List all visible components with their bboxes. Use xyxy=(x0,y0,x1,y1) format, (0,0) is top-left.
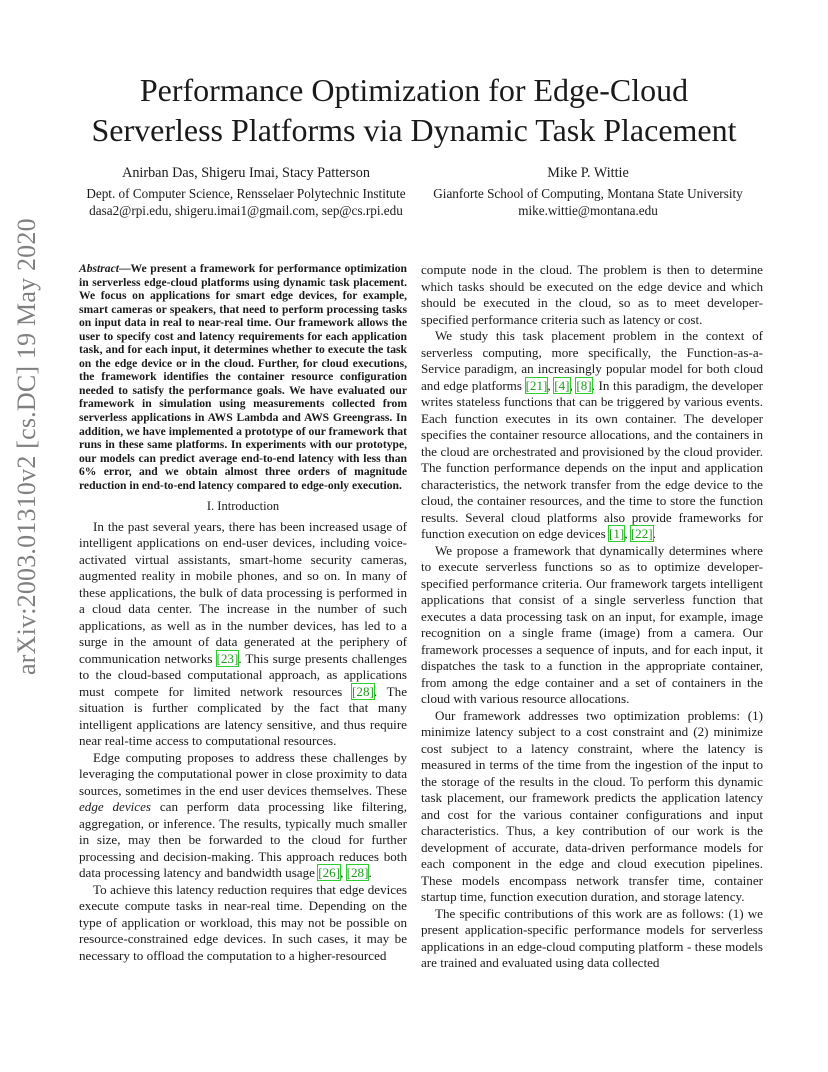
arxiv-identifier-stamp: arXiv:2003.01310v2 [cs.DC] 19 May 2020 xyxy=(12,218,41,675)
right-column xyxy=(421,262,763,972)
intro-paragraph-7: The specific contributions of this work are as follows: (1) we present application-specific performance models for serverless applications in an edge-cloud computing platform - these models are trained and evaluated using data collected xyxy=(421,905,763,970)
author-email: dasa2@rpi.edu, shigeru.imai1@gmail.com, sep@cs.rpi.edu xyxy=(89,203,403,218)
abstract xyxy=(79,262,407,492)
intro-paragraph-1 xyxy=(79,519,407,750)
author-names: Anirban Das, Shigeru Imai, Stacy Patterson xyxy=(122,165,370,181)
paragraph-text: . In this paradigm, the developer writes stateless functions that can be triggered by various events. Each function executes in its own container. The developer specifies the container resource allocations, and the containers in the cloud are orchestrated and provisioned by the cloud provider. The function performance depends on the input and application characteristics, the network transfer from the edge device to the cloud, the container resources, and the time to store the function results. Several cloud platforms also provide frameworks for function execution on edge devices xyxy=(421,377,764,541)
left-column xyxy=(79,262,407,964)
title-line-1: Performance Optimization for Edge-Cloud xyxy=(139,72,689,108)
paragraph-text: can perform data processing like filtering, aggregation, or inference. The results, typically much smaller in size, may then be forwarded to the cloud for further processing and decision-making. This approach reduces both data processing latency and bandwidth usage xyxy=(79,799,407,881)
citation-link-8[interactable]: [8] xyxy=(576,377,592,393)
author-affiliation: Gianforte School of Computing, Montana State University xyxy=(433,186,743,201)
paragraph-text: In the past several years, there has been increased usage of intelligent applications on end-user devices, including voice-activated virtual assistants, smart-home security cameras, augmented reality in mobile phones, and so on. In many of these applications, the bulk of data processing is performed in a cloud data center. The increase in the number of such applications, as well as in the number devices, has led to a surge in the amount of data generated at the periphery of communication networks xyxy=(79,518,407,666)
paragraph-text: . This surge presents challenges to the cloud-based computational approach, as applications must compete for limited network resources xyxy=(79,650,407,699)
paragraph-text: Edge computing proposes to address these challenges by leveraging the computational power in close proximity to data sources, sometimes in the end user devices themselves. These xyxy=(79,749,407,798)
title-line-2: Serverless Platforms via Dynamic Task Placement xyxy=(91,112,737,148)
citation-link-28[interactable]: [28] xyxy=(352,683,374,699)
citation-separator: , xyxy=(624,526,631,541)
intro-paragraph-3-continued: compute node in the cloud. The problem is then to determine which tasks should be executed on the edge device and which should be executed in the cloud, so as to meet developer-specified performance criteria such as latency or cost. xyxy=(421,262,763,327)
paper-title xyxy=(0,70,828,150)
citation-link-21[interactable]: [21] xyxy=(525,377,548,393)
section-heading-introduction: I. Introduction xyxy=(206,499,280,514)
intro-paragraph-6: Our framework addresses two optimization problems: (1) minimize latency subject to a cost constraint and (2) minimize cost subject to a latency constraint, where the latency is measured in terms of the time from the ingestion of the input to the storage of the results in the cloud. To perform this dynamic task placement, our framework predicts the application latency and cost for the various container configurations and input characteristics. Thus, a key contribution of our work is the development of accurate, data-driven performance models for each component in the edge and cloud execution pipelines. These models encompass network transfer time, container startup time, function execution duration, and storage latency. xyxy=(421,707,763,904)
paragraph-text: . The situation is further complicated by the fact that many intelligent applications are latency sensitive, and thus require near real-time access to computational resources. xyxy=(79,683,408,749)
intro-paragraph-5: We propose a framework that dynamically determines where to execute serverless functions so as to optimize developer-specified performance criteria. Our framework targets intelligent applications that consist of a single serverless function that executes a data processing task on an input, for example, image recognition on a single frame (image) from a camera. Our framework processes a sequence of inputs, and for each input, it dispatches the task to a function in the appropriate container, from among the edge container and a set of containers in the cloud with various resource allocations. xyxy=(421,542,763,706)
paragraph-text: . xyxy=(652,526,656,541)
intro-paragraph-4 xyxy=(421,328,763,543)
citation-link-1[interactable]: [1] xyxy=(608,526,625,541)
citation-link-26[interactable]: [26] xyxy=(318,865,341,881)
author-block-2 xyxy=(424,165,752,219)
emphasis-text: edge devices xyxy=(79,799,152,815)
abstract-label: Abstract xyxy=(79,262,119,275)
citation-link-4[interactable]: [4] xyxy=(554,377,570,393)
author-block-1 xyxy=(70,165,422,219)
citation-link-22[interactable]: [22] xyxy=(630,526,653,541)
paragraph-text: We study this task placement problem in the context of serverless computing, more specifically, the Function-as-a-Service paradigm, an increasingly popular model for both cloud and edge platforms xyxy=(421,328,763,393)
citation-link-28[interactable]: [28] xyxy=(346,865,369,881)
citation-separator: , xyxy=(547,377,555,393)
intro-paragraph-3: To achieve this latency reduction requires that edge devices execute compute tasks in near-real time. Depending on the type of application or workload, this may not be possible on resource-constrained edge devices. In such cases, it may be necessary to offload the computation to a higher-resourced xyxy=(79,881,407,963)
paragraph-text: . xyxy=(368,865,372,881)
author-email: mike.wittie@montana.edu xyxy=(518,203,658,218)
author-affiliation: Dept. of Computer Science, Rensselaer Polytechnic Institute xyxy=(86,186,406,201)
author-names: Mike P. Wittie xyxy=(547,165,629,181)
intro-paragraph-2 xyxy=(79,750,407,882)
citation-link-23[interactable]: [23] xyxy=(216,650,239,666)
citation-separator: , xyxy=(340,865,347,881)
abstract-text: —We present a framework for performance optimization in serverless edge-cloud platforms using dynamic task placement. We focus on applications for smart edge devices, for example, smart cameras or speakers, that need to perform processing tasks on input data in real to near-real time. Our framework allows the user to specify cost and latency requirements for each application task, and for each input, it determines whether to execute the task on the edge device or in the cloud. Further, for cloud executions, the framework identifies the container resource configuration needed to satisfy the performance goals. We have evaluated our framework in simulation using measurements collected from serverless applications in AWS Lambda and AWS Greengrass. In addition, we have implemented a prototype of our framework that runs in these same platforms. In experiments with our prototype, our models can predict average end-to-end latency with less than 6% error, and we obtain almost three orders of magnitude reduction in end-to-end latency compared to edge-only execution. xyxy=(79,262,407,492)
citation-separator: , xyxy=(569,377,577,393)
